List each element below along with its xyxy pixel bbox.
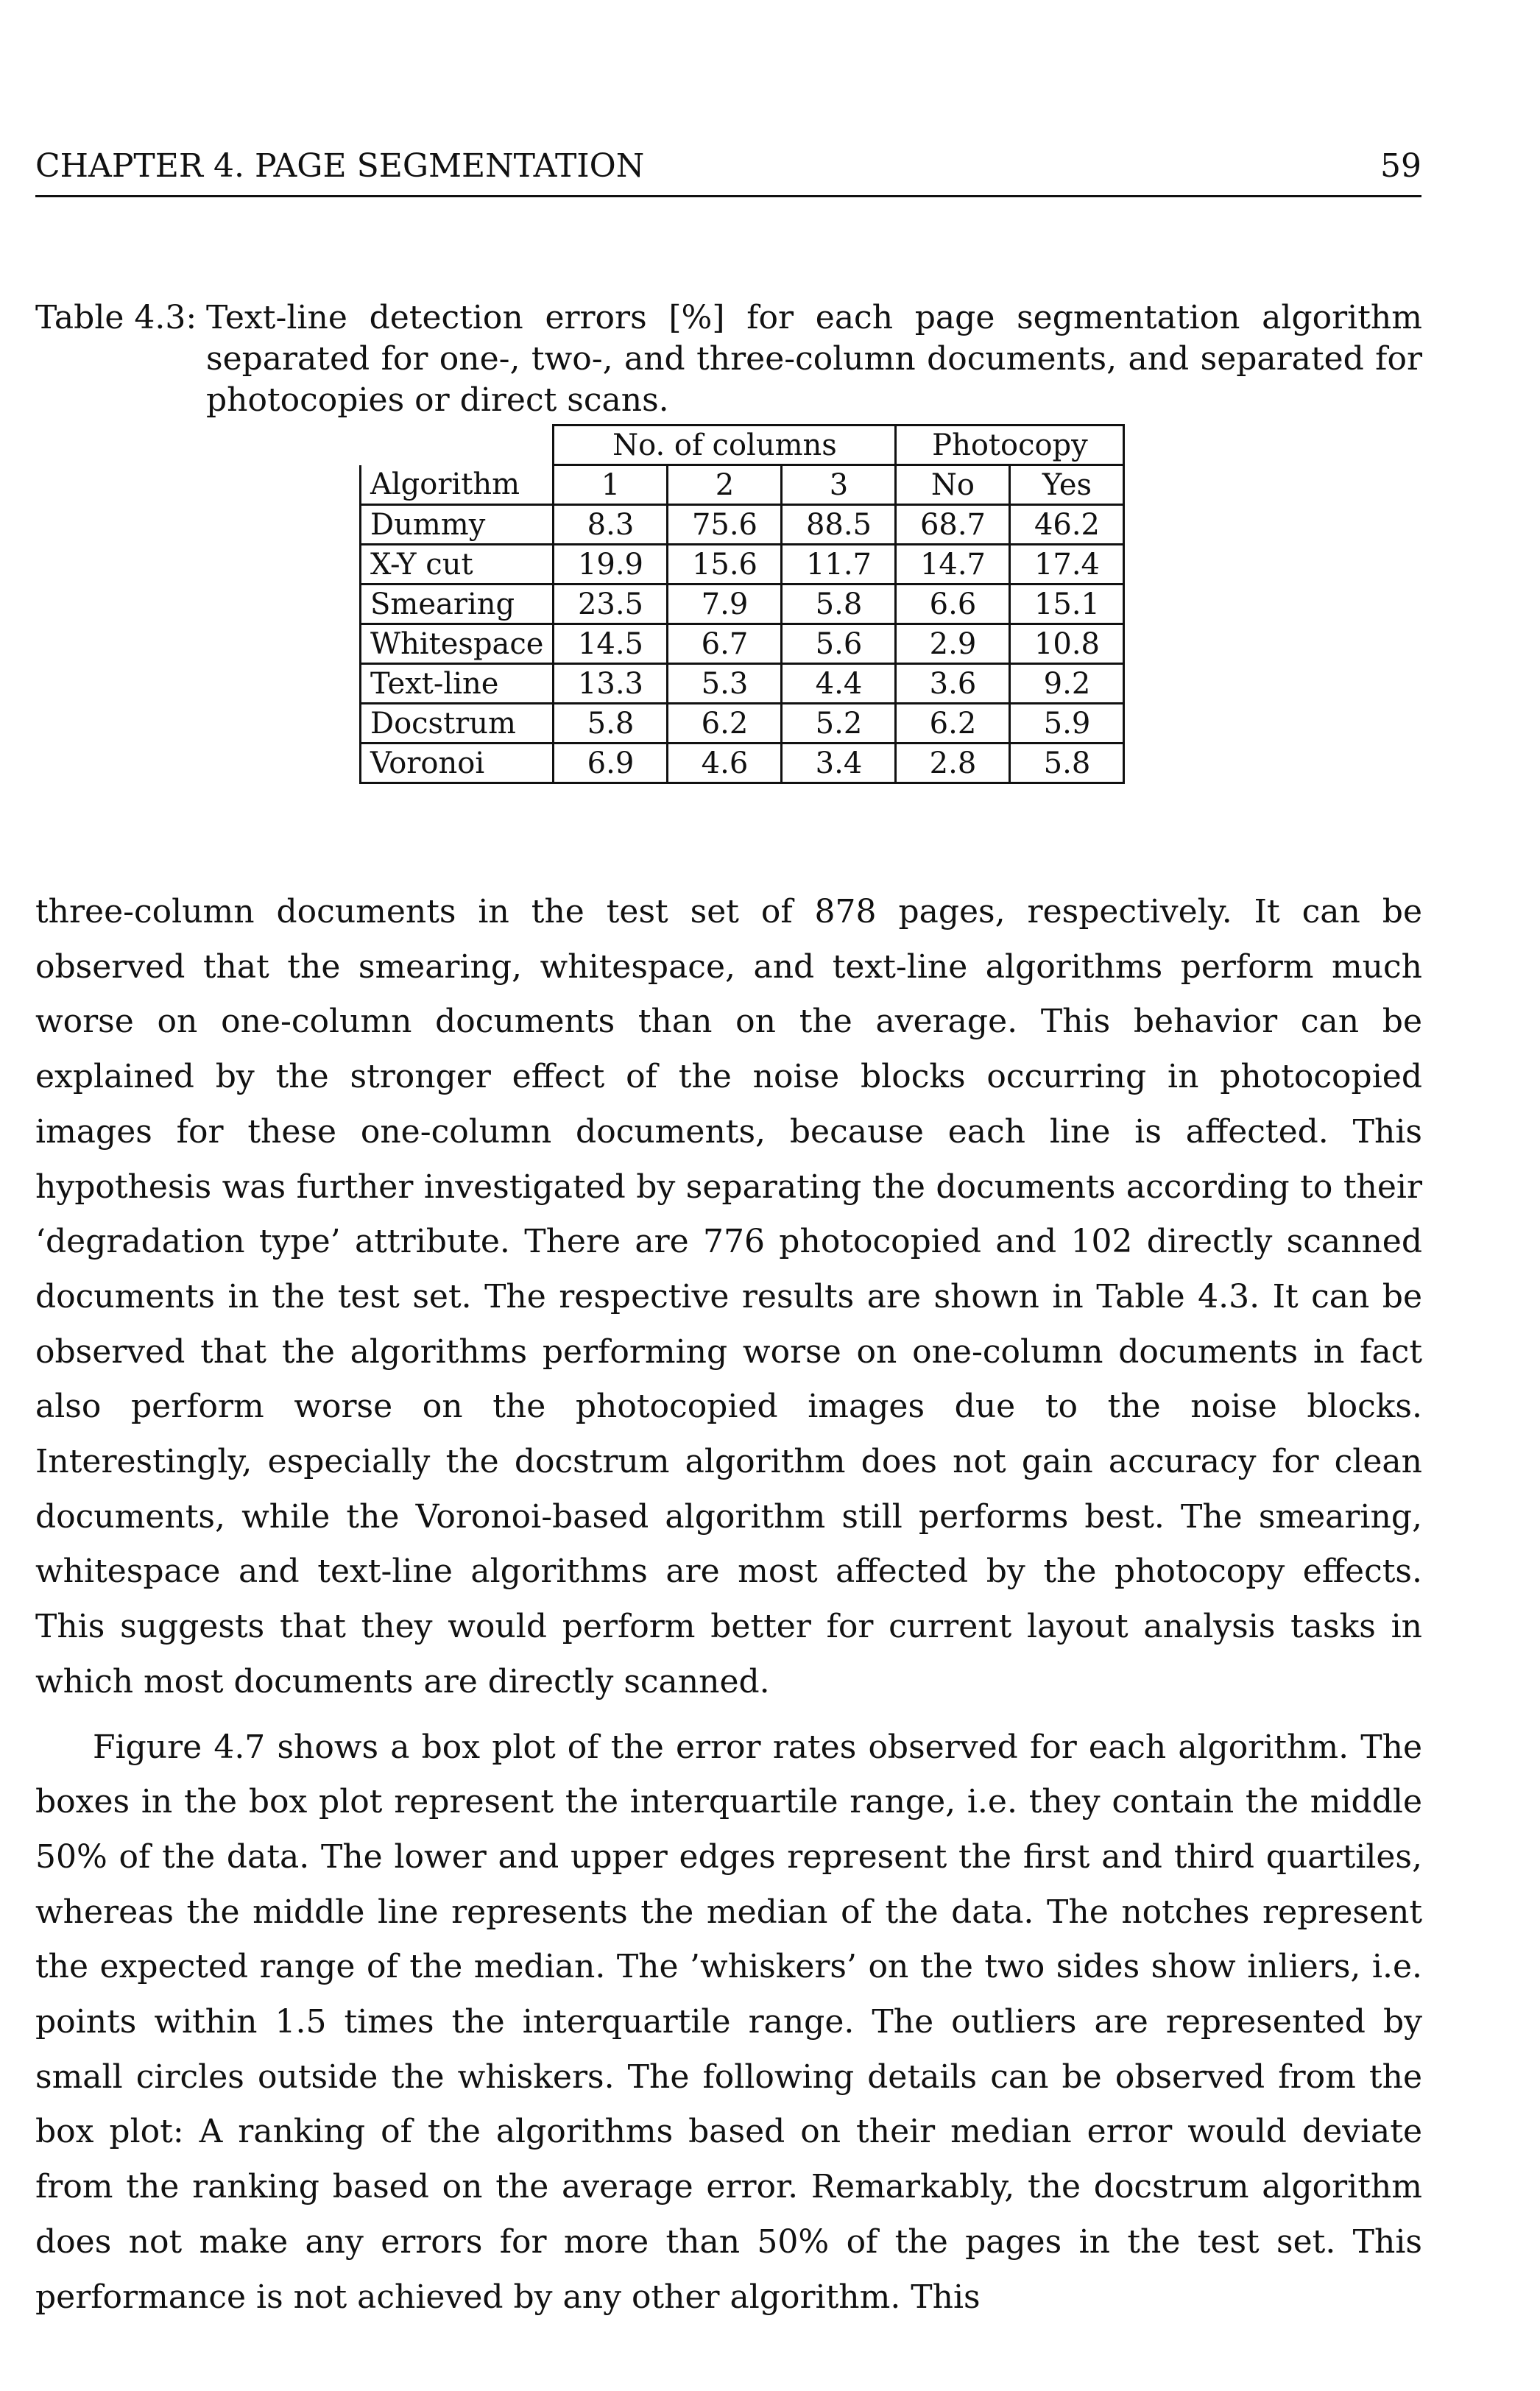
algorithm-cell: Text-line bbox=[361, 664, 554, 704]
table-row bbox=[361, 584, 1124, 624]
running-header bbox=[35, 144, 1421, 188]
group-header-photocopy: Photocopy bbox=[896, 425, 1124, 465]
value-cell: 6.7 bbox=[668, 624, 782, 664]
paragraph: three-column documents in the test set of 878 pages, respectively. It can be observed that the smearing, whitespace, and text-line algorithms perform much worse on one-column documents than on the average. This behavior can be explained by the stronger effect of the noise blocks occurring in photocopied images for these one-column documents, because each line is affected. This hypothesis was further investigated by separating the documents according to their ‘degradation type’ attribute. There are 776 photocopied and 102 directly scanned documents in the test set. The respective results are shown in Table 4.3. It can be observed that the algorithms performing worse on one-column documents in fact also perform worse on the photocopied images due to the noise blocks. Interestingly, especially the docstrum algorithm does not gain accuracy for clean documents, while the Voronoi-based algorithm still performs best. The smearing, whitespace and text-line algorithms are most affected by the photocopy effects. This suggests that they would perform better for current layout analysis tasks in which most documents are directly scanned. bbox=[35, 893, 1422, 1700]
algorithm-header: Algorithm bbox=[361, 465, 554, 505]
value-cell: 13.3 bbox=[554, 664, 668, 704]
value-cell: 4.6 bbox=[668, 744, 782, 783]
value-cell: 9.2 bbox=[1010, 664, 1124, 704]
value-cell: 5.2 bbox=[782, 704, 896, 744]
group-header-row bbox=[361, 425, 1124, 465]
table-corner bbox=[361, 425, 554, 465]
algorithm-cell: Docstrum bbox=[361, 704, 554, 744]
value-cell: 5.8 bbox=[554, 704, 668, 744]
algorithm-cell: X-Y cut bbox=[361, 545, 554, 584]
value-cell: 15.6 bbox=[668, 545, 782, 584]
value-cell: 19.9 bbox=[554, 545, 668, 584]
value-cell: 2.8 bbox=[896, 744, 1010, 783]
value-cell: 3.6 bbox=[896, 664, 1010, 704]
value-cell: 5.9 bbox=[1010, 704, 1124, 744]
value-cell: 23.5 bbox=[554, 584, 668, 624]
algorithm-cell: Whitespace bbox=[361, 624, 554, 664]
column-header: 1 bbox=[554, 465, 668, 505]
value-cell: 10.8 bbox=[1010, 624, 1124, 664]
results-table bbox=[359, 424, 1125, 784]
algorithm-cell: Smearing bbox=[361, 584, 554, 624]
table-row bbox=[361, 744, 1124, 783]
table-caption-label: Table 4.3: bbox=[35, 299, 197, 336]
value-cell: 17.4 bbox=[1010, 545, 1124, 584]
value-cell: 5.6 bbox=[782, 624, 896, 664]
column-header: Yes bbox=[1010, 465, 1124, 505]
column-header: No bbox=[896, 465, 1010, 505]
value-cell: 6.6 bbox=[896, 584, 1010, 624]
value-cell: 68.7 bbox=[896, 505, 1010, 545]
group-header-columns: No. of columns bbox=[554, 425, 896, 465]
value-cell: 46.2 bbox=[1010, 505, 1124, 545]
table-row bbox=[361, 545, 1124, 584]
value-cell: 75.6 bbox=[668, 505, 782, 545]
value-cell: 88.5 bbox=[782, 505, 896, 545]
value-cell: 5.8 bbox=[1010, 744, 1124, 783]
value-cell: 3.4 bbox=[782, 744, 896, 783]
value-cell: 11.7 bbox=[782, 545, 896, 584]
value-cell: 6.9 bbox=[554, 744, 668, 783]
value-cell: 6.2 bbox=[668, 704, 782, 744]
column-header: 2 bbox=[668, 465, 782, 505]
column-header-row bbox=[361, 465, 1124, 505]
value-cell: 5.3 bbox=[668, 664, 782, 704]
page-number: 59 bbox=[1380, 147, 1421, 185]
table-row bbox=[361, 664, 1124, 704]
column-header: 3 bbox=[782, 465, 896, 505]
value-cell: 2.9 bbox=[896, 624, 1010, 664]
algorithm-cell: Dummy bbox=[361, 505, 554, 545]
paragraph: Figure 4.7 shows a box plot of the error rates observed for each algorithm. The boxes in the box plot represent the interquartile range, i.e. they contain the middle 50% of the data. The lower and upper edges represent the first and third quartiles, whereas the middle line represents the median of the data. The notches represent the expected range of the median. The ’whiskers’ on the two sides show inliers, i.e. points within 1.5 times the interquartile range. The outliers are represented by small circles outside the whiskers. The following details can be observed from the box plot: A ranking of the algorithms based on their median error would deviate from the ranking based on the average error. Remarkably, the docstrum algorithm does not make any errors for more than 50% of the pages in the test set. This performance is not achieved by any other algorithm. This bbox=[35, 1728, 1422, 2316]
value-cell: 7.9 bbox=[668, 584, 782, 624]
value-cell: 8.3 bbox=[554, 505, 668, 545]
chapter-title: CHAPTER 4. PAGE SEGMENTATION bbox=[35, 147, 645, 185]
algorithm-cell: Voronoi bbox=[361, 744, 554, 783]
header-rule bbox=[35, 195, 1421, 197]
table-row bbox=[361, 704, 1124, 744]
value-cell: 6.2 bbox=[896, 704, 1010, 744]
table-row bbox=[361, 505, 1124, 545]
value-cell: 5.8 bbox=[782, 584, 896, 624]
body-text bbox=[35, 885, 1422, 2325]
value-cell: 15.1 bbox=[1010, 584, 1124, 624]
table-row bbox=[361, 624, 1124, 664]
table-caption bbox=[35, 297, 1422, 421]
value-cell: 4.4 bbox=[782, 664, 896, 704]
table-caption-text: Text-line detection errors [%] for each page segmentation algorithm separated for one-, two-, and three-column documents, and separated for photocopies or direct scans. bbox=[206, 299, 1422, 419]
value-cell: 14.7 bbox=[896, 545, 1010, 584]
value-cell: 14.5 bbox=[554, 624, 668, 664]
